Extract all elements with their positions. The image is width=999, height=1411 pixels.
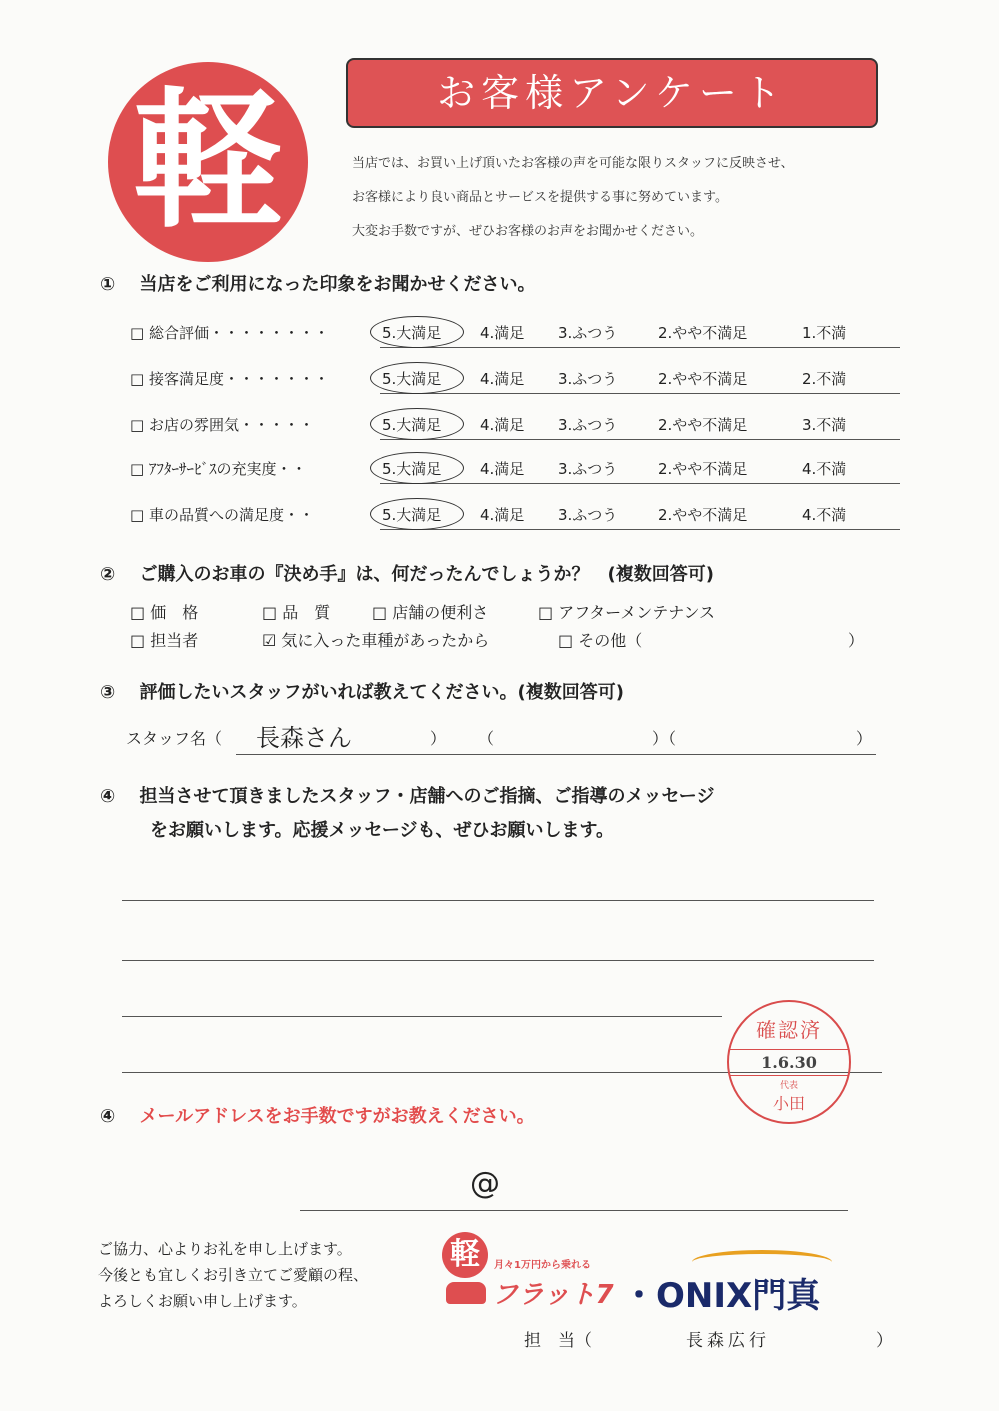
rating-row-underline <box>380 529 900 530</box>
staff-name-handwritten[interactable]: 長森さん <box>256 724 352 752</box>
rating-row-label[interactable]: □ お店の雰囲気・・・・・ <box>130 416 314 434</box>
tanto-close: ） <box>876 1331 893 1351</box>
stamp-date: 1.6.30 <box>729 1049 849 1076</box>
q1-number: ① <box>100 274 116 295</box>
selected-circle <box>370 452 464 484</box>
q2-opt-other[interactable]: □ その他（ <box>558 631 643 650</box>
q1-heading <box>100 270 536 296</box>
message-line-1[interactable] <box>122 900 874 901</box>
footer-line-1: ご協力、心よりお礼を申し上げます。 <box>98 1240 352 1258</box>
rating-option[interactable]: 4.満足 <box>480 460 525 478</box>
staff-underline <box>236 754 876 755</box>
rating-option[interactable]: 2.やや不満足 <box>658 460 748 478</box>
q3-text: 評価したいスタッフがいれば教えてください。(複数回答可) <box>139 682 624 703</box>
q4-line-2: をお願いします。応援メッセージも、ぜひお願いします。 <box>150 820 615 841</box>
rating-option[interactable]: 5.大満足 <box>382 460 442 478</box>
q2-opt-quality[interactable]: □ 品 質 <box>262 603 331 622</box>
brand-logo <box>432 1228 892 1318</box>
staff-paren-1: ） <box>430 729 447 748</box>
q4-heading <box>100 782 714 808</box>
q2-opt-other-close: ） <box>848 631 865 650</box>
tanto-label: 担 当（ <box>524 1331 592 1351</box>
email-input-line[interactable] <box>300 1210 848 1211</box>
rating-option[interactable]: 5.大満足 <box>382 416 442 434</box>
car-icon <box>446 1282 486 1304</box>
rating-option[interactable]: 2.不満 <box>802 370 847 388</box>
stamp-role: 代表 <box>779 1081 798 1091</box>
footer-line-2: 今後とも宜しくお引き立てご愛顧の程、 <box>98 1266 369 1284</box>
q2-text: ご購入のお車の『決め手』は、何だったんでしょうか？ (複数回答可) <box>139 564 714 585</box>
selected-circle <box>370 408 464 440</box>
stamp-name: 小田 <box>772 1094 805 1113</box>
rating-row-label[interactable]: □ ｱﾌﾀｰｻｰﾋﾞｽの充実度・・ <box>130 460 307 478</box>
rating-option[interactable]: 5.大満足 <box>382 324 442 342</box>
rating-option[interactable]: 4.満足 <box>480 324 525 342</box>
q2-opt-car-type[interactable]: ☑ 気に入った車種があったから <box>262 631 490 650</box>
intro-line-3: 大変お手数ですが、ぜひお客様のお声をお聞かせください。 <box>352 224 704 239</box>
selected-circle <box>370 498 464 530</box>
rating-option[interactable]: 2.やや不満足 <box>658 324 748 342</box>
rating-option[interactable]: 1.不満 <box>802 324 847 342</box>
message-line-2[interactable] <box>122 960 874 961</box>
intro-line-2: お客様により良い商品とサービスを提供する事に努めています。 <box>352 190 728 205</box>
brand-onix: ・ONIX門真 <box>622 1276 821 1316</box>
selected-circle <box>370 316 464 348</box>
rating-option[interactable]: 3.ふつう <box>558 416 618 434</box>
rating-row <box>130 410 900 440</box>
rating-row-underline <box>380 393 900 394</box>
rating-option[interactable]: 3.不満 <box>802 416 847 434</box>
q1-text: 当店をご利用になった印象をお聞かせください。 <box>139 274 536 295</box>
brand-tagline: 月々1万円から乗れる <box>494 1260 591 1271</box>
q3-heading <box>100 678 624 704</box>
stamp-top: 確認済 <box>756 1018 822 1042</box>
q5-number: ④ <box>100 1106 116 1127</box>
q4-line-1: 担当させて頂きましたスタッフ・店舗へのご指摘、ご指導のメッセージ <box>139 786 715 807</box>
brand-swoosh <box>692 1250 832 1274</box>
q2-opt-staff[interactable]: □ 担当者 <box>130 631 199 650</box>
tanto-name: 長森広行 <box>686 1331 770 1351</box>
q2-heading <box>100 560 714 586</box>
rating-row <box>130 454 900 484</box>
selected-circle <box>370 362 464 394</box>
rating-row-label[interactable]: □ 車の品質への満足度・・ <box>130 506 314 524</box>
q4-number: ④ <box>100 786 116 807</box>
rating-row-underline <box>380 347 900 348</box>
rating-row-label[interactable]: □ 総合評価・・・・・・・・ <box>130 324 329 342</box>
rating-option[interactable]: 4.満足 <box>480 506 525 524</box>
rating-option[interactable]: 3.ふつう <box>558 506 618 524</box>
q3-number: ③ <box>100 682 116 703</box>
rating-option[interactable]: 5.大満足 <box>382 506 442 524</box>
email-at-sign: @ <box>470 1166 500 1201</box>
rating-row <box>130 364 900 394</box>
q2-opt-convenience[interactable]: □ 店舗の便利さ <box>372 603 489 622</box>
rating-option[interactable]: 5.大満足 <box>382 370 442 388</box>
rating-row-label[interactable]: □ 接客満足度・・・・・・・ <box>130 370 329 388</box>
q5-text: メールアドレスをお手数ですがお教えください。 <box>139 1106 535 1127</box>
staff-paren-4: ） <box>856 729 873 748</box>
rating-option[interactable]: 4.満足 <box>480 370 525 388</box>
rating-option[interactable]: 4.満足 <box>480 416 525 434</box>
staff-paren-2: （ <box>478 729 495 748</box>
rating-option[interactable]: 3.ふつう <box>558 324 618 342</box>
rating-row-underline <box>380 439 900 440</box>
confirmation-stamp <box>727 1000 851 1124</box>
q2-opt-price[interactable]: □ 価 格 <box>130 603 199 622</box>
footer-line-3: よろしくお願い申し上げます。 <box>98 1292 307 1310</box>
rating-option[interactable]: 3.ふつう <box>558 460 618 478</box>
intro-line-1: 当店では、お買い上げ頂いたお客様の声を可能な限りスタッフに反映させ、 <box>352 156 794 171</box>
brand-kei-icon: 軽 <box>442 1232 488 1278</box>
staff-label: スタッフ名（ <box>126 729 223 748</box>
rating-option[interactable]: 2.やや不満足 <box>658 416 748 434</box>
rating-option[interactable]: 3.ふつう <box>558 370 618 388</box>
brand-flat7: フラット7 <box>492 1280 614 1310</box>
rating-option[interactable]: 4.不満 <box>802 506 847 524</box>
logo-kei: 軽 <box>108 62 308 262</box>
message-line-3[interactable] <box>122 1016 722 1017</box>
q2-opt-aftercare[interactable]: □ アフターメンテナンス <box>538 603 716 622</box>
rating-row <box>130 500 900 530</box>
rating-option[interactable]: 4.不満 <box>802 460 847 478</box>
page-title: お客様アンケート <box>346 58 878 128</box>
staff-paren-3: ）（ <box>652 729 677 748</box>
q2-number: ② <box>100 564 116 585</box>
rating-row <box>130 318 900 348</box>
q5-heading <box>100 1102 535 1128</box>
rating-row-underline <box>380 483 900 484</box>
rating-option[interactable]: 2.やや不満足 <box>658 506 748 524</box>
rating-option[interactable]: 2.やや不満足 <box>658 370 748 388</box>
